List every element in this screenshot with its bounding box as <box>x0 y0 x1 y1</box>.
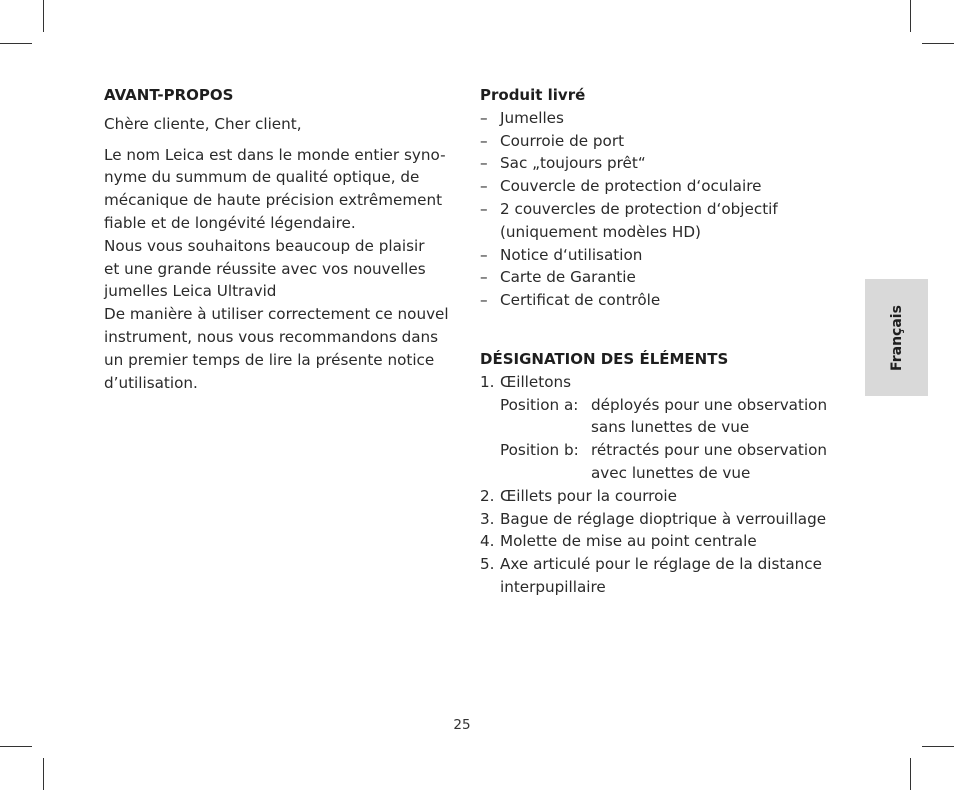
right-column <box>480 84 830 599</box>
list-item-text: Carte de Garantie <box>500 268 636 287</box>
delivery-heading: Produit livré <box>480 86 586 104</box>
crop-mark <box>922 746 954 747</box>
crop-mark <box>43 758 44 790</box>
intro-section <box>104 84 449 394</box>
list-item <box>480 107 830 130</box>
dash-bullet: – <box>480 245 488 264</box>
list-item <box>480 130 830 153</box>
paragraph-line: un premier temps de lire la présente notice <box>104 350 435 369</box>
dash-bullet: – <box>480 291 488 310</box>
language-tab <box>865 279 928 396</box>
intro-greeting: Chère cliente, Cher client, <box>104 114 302 133</box>
dash-bullet: – <box>480 268 488 287</box>
list-item-text: Courroie de port <box>500 131 625 150</box>
intro-heading: AVANT-PROPOS <box>104 86 234 104</box>
delivery-section <box>480 84 830 312</box>
paragraph-line: instrument, nous vous recommandons dans <box>104 327 439 346</box>
paragraph-line: d’utilisation. <box>104 373 198 392</box>
paragraph-line: jumelles Leica Ultravid <box>104 282 277 301</box>
list-item-text: Couvercle de protection d‘oculaire <box>500 177 762 196</box>
crop-mark <box>922 43 954 44</box>
paragraph-line: mécanique de haute précision extrêmement <box>104 191 443 210</box>
dash-bullet: – <box>480 108 488 127</box>
position-row <box>480 439 830 485</box>
component-item <box>480 485 830 508</box>
item-number: 1. <box>480 372 495 391</box>
component-item <box>480 553 830 599</box>
paragraph-line: et une grande réussite avec vos nouvelles <box>104 259 426 278</box>
paragraph-line: De manière à utiliser correctement ce nouvel <box>104 305 449 324</box>
item-number: 2. <box>480 486 495 505</box>
dash-bullet: – <box>480 199 488 218</box>
item-number: 4. <box>480 532 495 551</box>
list-item-text: Jumelles <box>500 108 564 127</box>
item-label: Bague de réglage dioptrique à verrouillage <box>500 509 827 528</box>
paragraph-line: fiable et de longévité légendaire. <box>104 213 356 232</box>
list-item <box>480 175 830 198</box>
dash-bullet: – <box>480 177 488 196</box>
position-label: Position b: <box>500 441 579 460</box>
components-heading: DÉSIGNATION DES ÉLÉMENTS <box>480 349 729 368</box>
position-text: avec lunettes de vue <box>591 463 751 482</box>
item-label: Molette de mise au point centrale <box>500 532 757 551</box>
position-text: rétractés pour une observation <box>591 441 828 460</box>
list-item <box>480 244 830 267</box>
intro-paragraph <box>104 144 449 395</box>
position-label: Position a: <box>500 395 579 414</box>
paragraph-line: Nous vous souhaitons beaucoup de plaisir <box>104 236 425 255</box>
position-row <box>480 394 830 440</box>
crop-mark <box>910 0 911 32</box>
crop-mark <box>43 0 44 32</box>
list-item <box>480 289 830 312</box>
item-number: 5. <box>480 555 495 574</box>
paragraph-line: nyme du summum de qualité optique, de <box>104 168 420 187</box>
crop-mark <box>910 758 911 790</box>
dash-bullet: – <box>480 154 488 173</box>
crop-mark <box>0 746 32 747</box>
language-tab-label: Français <box>888 304 905 371</box>
item-label: Œilletons <box>500 372 572 391</box>
page-number: 25 <box>453 717 471 733</box>
item-label: Œillets pour la courroie <box>500 486 677 505</box>
item-number: 3. <box>480 509 495 528</box>
list-item <box>480 198 830 244</box>
component-item <box>480 371 830 394</box>
list-item-text: 2 couvercles de protection d‘objectif <box>500 199 778 218</box>
list-item-continuation: (uniquement modèles HD) <box>500 222 701 241</box>
item-label: Axe articulé pour le réglage de la distance <box>500 555 822 574</box>
list-item-text: Notice d‘utilisation <box>500 245 643 264</box>
list-item-text: Sac „toujours prêt“ <box>500 154 646 173</box>
crop-mark <box>0 43 32 44</box>
list-item-text: Certificat de contrôle <box>500 291 661 310</box>
list-item <box>480 152 830 175</box>
position-text: déployés pour une observation <box>591 395 828 414</box>
component-item <box>480 508 830 531</box>
dash-bullet: – <box>480 131 488 150</box>
component-item <box>480 530 830 553</box>
paragraph-line: Le nom Leica est dans le monde entier syno- <box>104 145 446 164</box>
item-label-continuation: interpupillaire <box>500 577 606 596</box>
list-item <box>480 266 830 289</box>
components-section <box>480 348 830 599</box>
position-text: sans lunettes de vue <box>591 418 750 437</box>
